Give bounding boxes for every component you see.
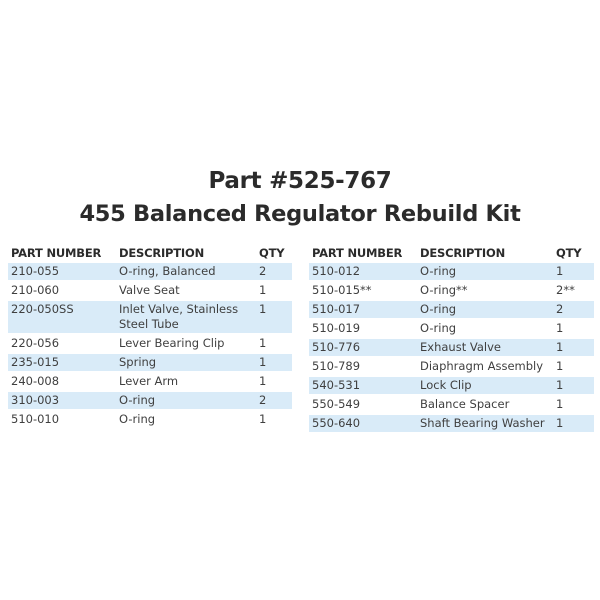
table-row bbox=[309, 300, 594, 319]
part-number-cell: 220-050SS bbox=[8, 300, 116, 334]
description-cell: O-ring bbox=[417, 300, 553, 319]
qty-cell: 1 bbox=[256, 353, 292, 372]
description-cell: Inlet Valve, Stainless Steel Tube bbox=[116, 300, 256, 334]
description-cell: Spring bbox=[116, 353, 256, 372]
qty-cell: 1 bbox=[256, 410, 292, 428]
table-row bbox=[309, 357, 594, 376]
table-row bbox=[309, 376, 594, 395]
description-cell: Exhaust Valve bbox=[417, 338, 553, 357]
table-row bbox=[309, 395, 594, 414]
description-cell: Lever Bearing Clip bbox=[116, 334, 256, 353]
qty-cell: 1 bbox=[553, 338, 594, 357]
description-cell: Diaphragm Assembly bbox=[417, 357, 553, 376]
part-number-cell: 510-010 bbox=[8, 410, 116, 428]
qty-cell: 1 bbox=[553, 414, 594, 432]
table-row bbox=[309, 338, 594, 357]
table-row bbox=[8, 300, 292, 334]
part-number-cell: 510-789 bbox=[309, 357, 417, 376]
part-number-cell: 550-640 bbox=[309, 414, 417, 432]
part-number-header: PART NUMBER bbox=[11, 246, 102, 260]
description-cell: O-ring** bbox=[417, 281, 553, 300]
part-number-cell: 210-060 bbox=[8, 281, 116, 300]
part-number-cell: 510-019 bbox=[309, 319, 417, 338]
table-row bbox=[8, 334, 292, 353]
description-cell: Balance Spacer bbox=[417, 395, 553, 414]
table-row bbox=[309, 319, 594, 338]
qty-header: QTY bbox=[556, 246, 582, 260]
description-header: DESCRIPTION bbox=[119, 246, 205, 260]
description-cell: Valve Seat bbox=[116, 281, 256, 300]
qty-cell: 1 bbox=[256, 300, 292, 334]
kit-name: 455 Balanced Regulator Rebuild Kit bbox=[79, 201, 521, 227]
qty-cell: 1 bbox=[256, 334, 292, 353]
qty-cell: 1 bbox=[553, 395, 594, 414]
qty-cell: 1 bbox=[256, 281, 292, 300]
part-number-cell: 510-017 bbox=[309, 300, 417, 319]
table-row bbox=[309, 263, 594, 281]
description-cell: O-ring bbox=[417, 319, 553, 338]
table-row bbox=[8, 353, 292, 372]
part-number-cell: 540-531 bbox=[309, 376, 417, 395]
qty-cell: 2** bbox=[553, 281, 594, 300]
part-number-cell: 550-549 bbox=[309, 395, 417, 414]
table-row bbox=[8, 263, 292, 281]
description-cell: O-ring bbox=[116, 391, 256, 410]
description-cell: O-ring bbox=[116, 410, 256, 428]
title-block bbox=[0, 166, 600, 229]
qty-cell: 2 bbox=[256, 391, 292, 410]
kit-part-number: Part #525-767 bbox=[208, 168, 392, 194]
part-number-cell: 240-008 bbox=[8, 372, 116, 391]
parts-table-left bbox=[8, 243, 292, 428]
description-cell: Shaft Bearing Washer bbox=[417, 414, 553, 432]
description-cell: Lever Arm bbox=[116, 372, 256, 391]
part-number-cell: 220-056 bbox=[8, 334, 116, 353]
qty-cell: 2 bbox=[553, 300, 594, 319]
description-cell: O-ring bbox=[417, 263, 553, 281]
part-number-cell: 310-003 bbox=[8, 391, 116, 410]
table-row bbox=[8, 281, 292, 300]
parts-table-left-body bbox=[8, 263, 292, 428]
description-cell: Lock Clip bbox=[417, 376, 553, 395]
part-number-header: PART NUMBER bbox=[312, 246, 403, 260]
table-row bbox=[8, 391, 292, 410]
qty-header: QTY bbox=[259, 246, 285, 260]
qty-cell: 1 bbox=[553, 376, 594, 395]
part-number-cell: 235-015 bbox=[8, 353, 116, 372]
table-header-row bbox=[8, 243, 292, 263]
table-row bbox=[309, 281, 594, 300]
parts-table-right bbox=[309, 243, 594, 432]
qty-cell: 2 bbox=[256, 263, 292, 281]
part-number-cell: 510-012 bbox=[309, 263, 417, 281]
qty-cell: 1 bbox=[553, 357, 594, 376]
table-header-row bbox=[309, 243, 594, 263]
table-row bbox=[309, 414, 594, 432]
parts-table-right-body bbox=[309, 263, 594, 432]
description-cell: O-ring, Balanced bbox=[116, 263, 256, 281]
qty-cell: 1 bbox=[256, 372, 292, 391]
table-row bbox=[8, 372, 292, 391]
part-number-cell: 210-055 bbox=[8, 263, 116, 281]
qty-cell: 1 bbox=[553, 319, 594, 338]
description-header: DESCRIPTION bbox=[420, 246, 506, 260]
part-number-cell: 510-015** bbox=[309, 281, 417, 300]
part-number-cell: 510-776 bbox=[309, 338, 417, 357]
table-row bbox=[8, 410, 292, 428]
qty-cell: 1 bbox=[553, 263, 594, 281]
